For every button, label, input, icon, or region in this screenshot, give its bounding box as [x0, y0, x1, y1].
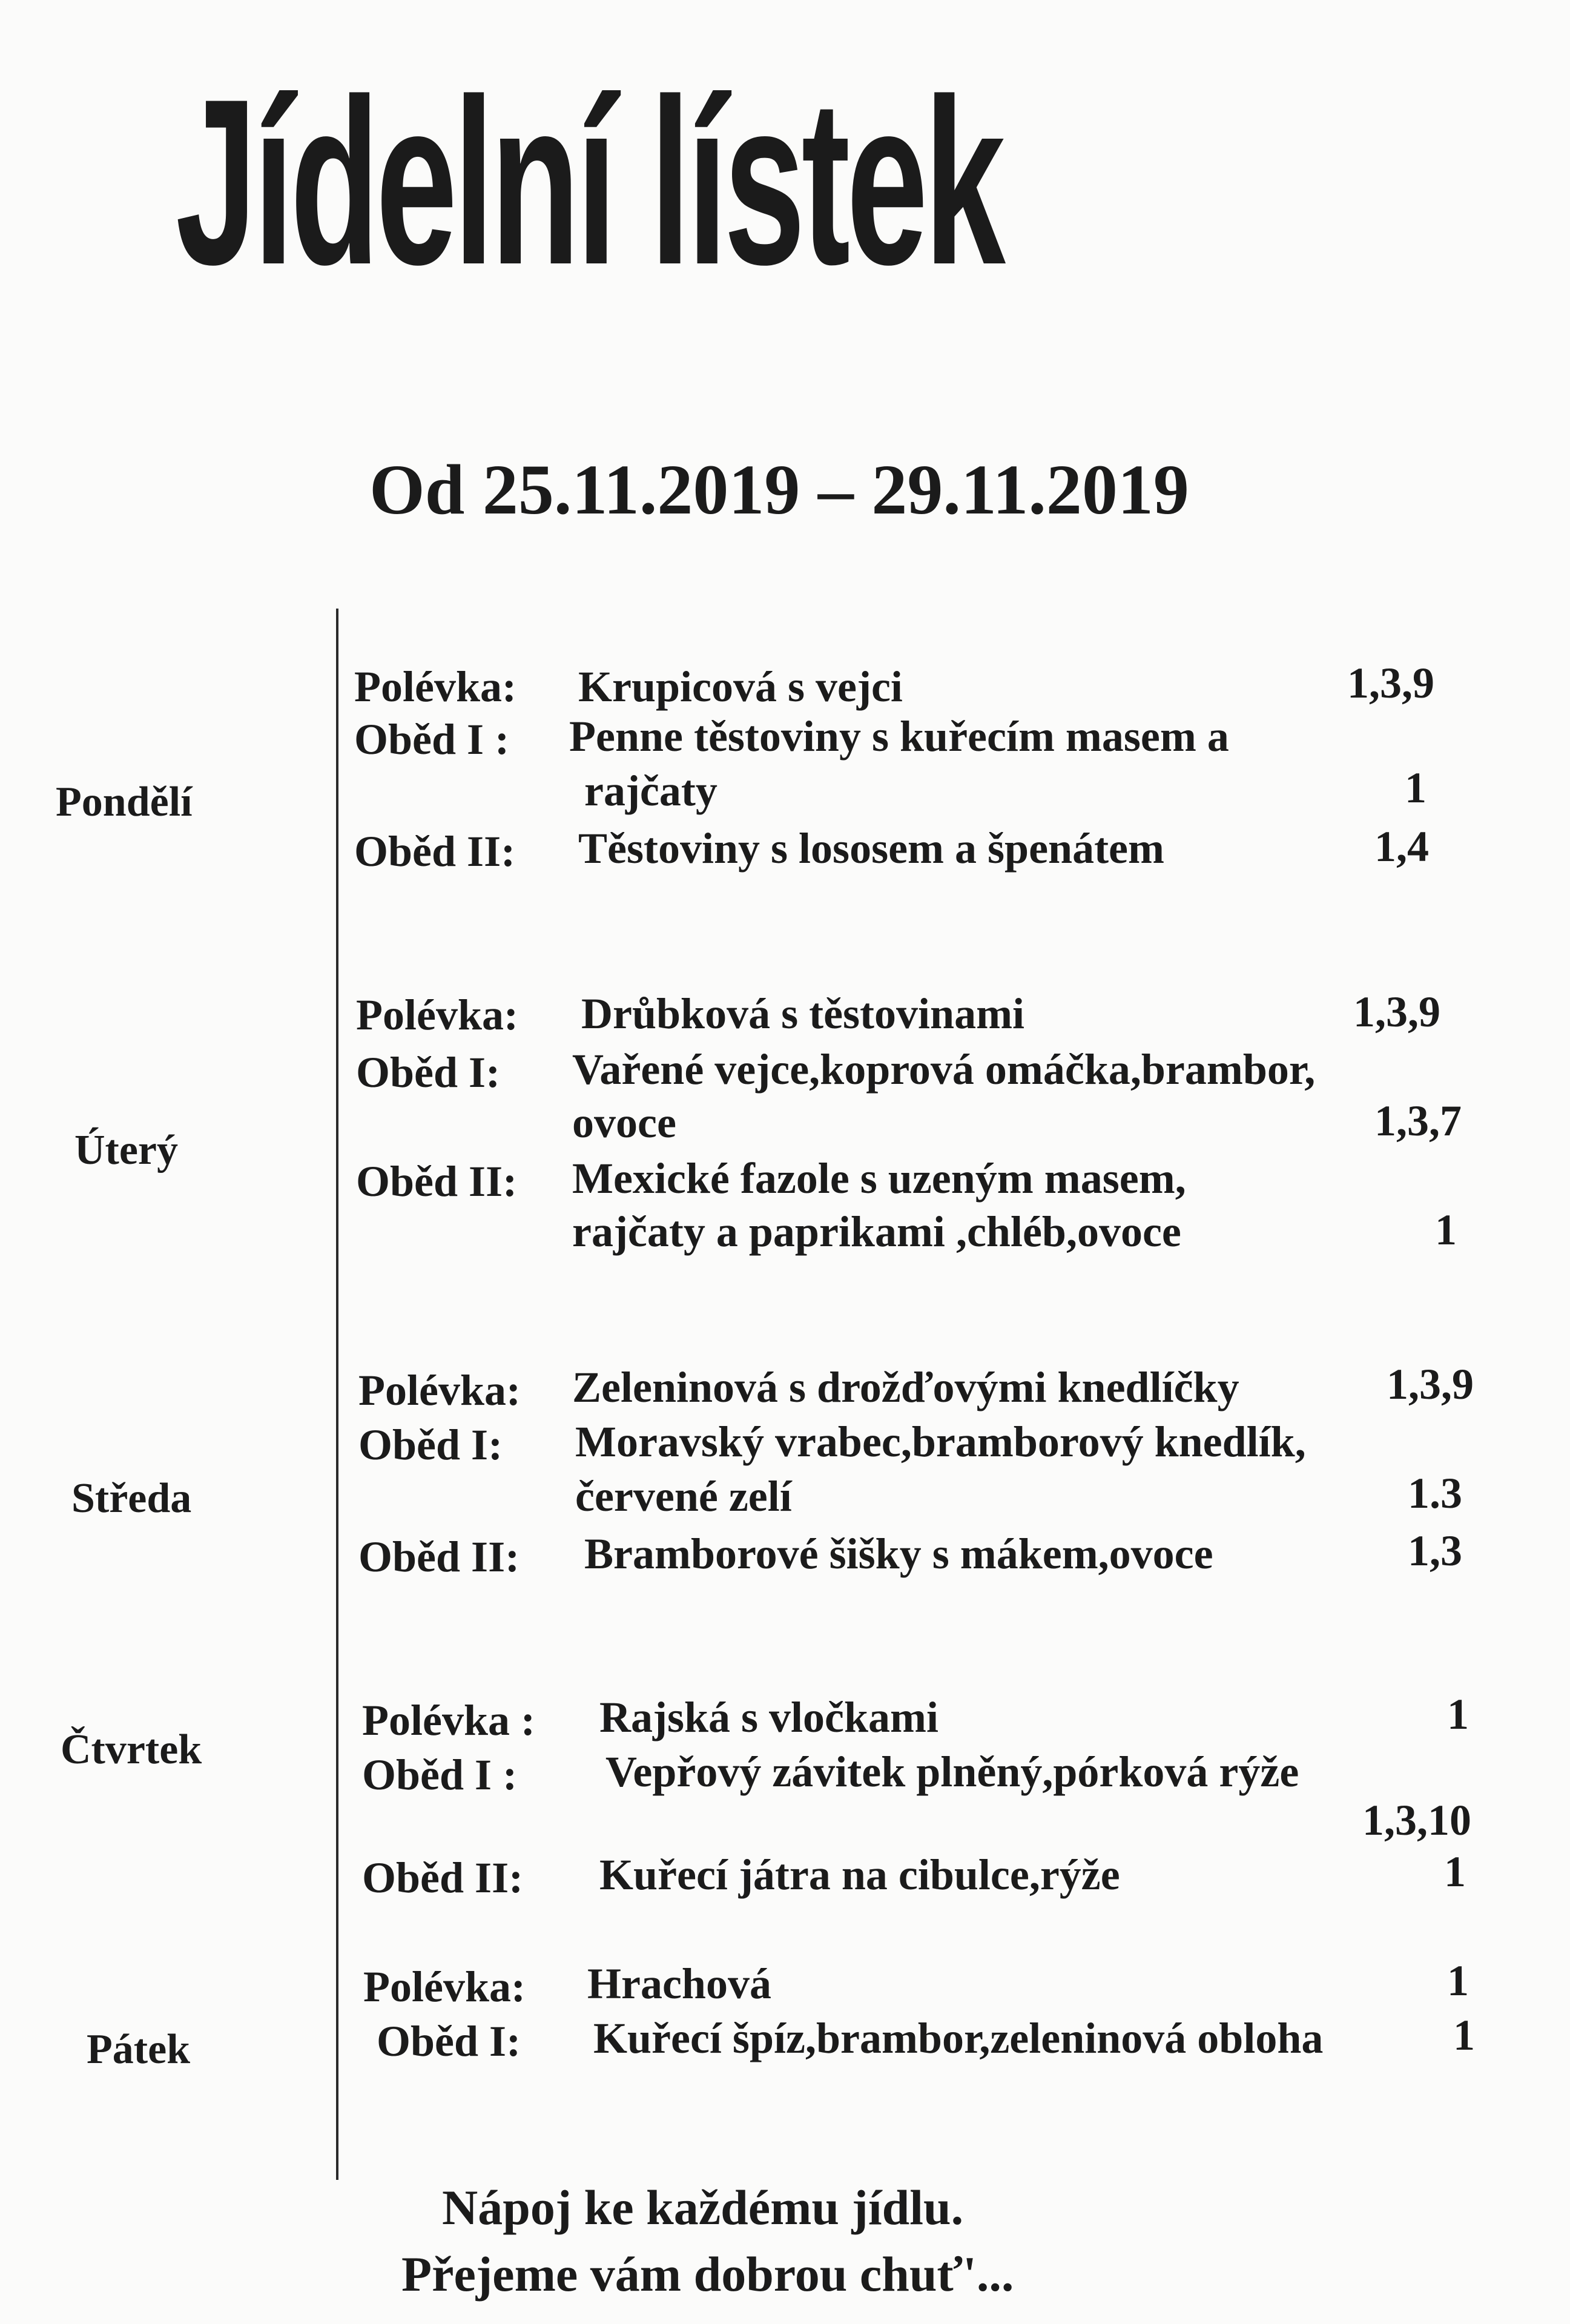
friday-lunch1-allergens: 1: [1453, 2011, 1475, 2059]
date-range: Od 25.11.2019 – 29.11.2019: [369, 450, 1189, 529]
wednesday-lunch1-allergens: 1.3: [1408, 1469, 1462, 1517]
tuesday-soup-label: Polévka:: [356, 991, 518, 1039]
monday-soup-dish: Krupicová s vejci: [578, 662, 903, 711]
day-name-monday: Pondělí: [56, 779, 193, 825]
thursday-lunch1-label: Oběd I :: [362, 1751, 518, 1799]
monday-lunch2-dish: Těstoviny s lososem a špenátem: [578, 824, 1164, 873]
thursday-lunch2-dish: Kuřecí játra na cibulce,rýže: [599, 1850, 1120, 1899]
tuesday-soup-allergens: 1,3,9: [1353, 988, 1440, 1036]
monday-lunch1-dish-cont: rajčaty: [584, 767, 717, 815]
tuesday-soup-dish: Drůbková s těstovinami: [581, 989, 1025, 1038]
friday-soup-label: Polévka:: [363, 1963, 526, 2011]
thursday-soup-label: Polévka :: [362, 1696, 535, 1745]
monday-lunch1-label: Oběd I :: [354, 715, 510, 764]
tuesday-lunch2-dish: Mexické fazole s uzeným masem,: [572, 1154, 1186, 1203]
monday-lunch2-allergens: 1,4: [1374, 822, 1429, 871]
tuesday-lunch2-dish-cont: rajčaty a paprikami ,chléb,ovoce: [572, 1207, 1181, 1256]
thursday-lunch2-label: Oběd II:: [362, 1854, 524, 1902]
footer-greeting: Přejeme vám dobrou chuť'...: [401, 2246, 1014, 2302]
monday-lunch2-label: Oběd II:: [354, 827, 516, 876]
tuesday-lunch2-label: Oběd II:: [356, 1157, 518, 1206]
wednesday-soup-label: Polévka:: [358, 1366, 521, 1415]
friday-soup-dish: Hrachová: [587, 1959, 771, 2008]
wednesday-lunch2-dish: Bramborové šišky s mákem,ovoce: [584, 1530, 1213, 1578]
wednesday-lunch2-label: Oběd II:: [358, 1533, 520, 1581]
thursday-soup-dish: Rajská s vločkami: [599, 1693, 939, 1741]
friday-lunch1-dish: Kuřecí špíz,brambor,zeleninová obloha: [593, 2014, 1324, 2062]
day-name-wednesday: Středa: [71, 1475, 192, 1522]
tuesday-lunch1-dish-cont: ovoce: [572, 1098, 676, 1147]
wednesday-lunch1-label: Oběd I:: [358, 1421, 503, 1469]
wednesday-lunch1-dish: Moravský vrabec,bramborový knedlík,: [575, 1418, 1306, 1466]
menu-title: Jídelní lístek: [176, 50, 1002, 314]
wednesday-lunch2-allergens: 1,3: [1408, 1527, 1462, 1575]
friday-lunch1-label: Oběd I:: [377, 2017, 521, 2065]
thursday-lunch2-allergens: 1: [1444, 1847, 1466, 1896]
wednesday-soup-allergens: 1,3,9: [1387, 1360, 1474, 1408]
footer-drink-note: Nápoj ke každému jídlu.: [442, 2180, 964, 2235]
day-name-tuesday: Úterý: [74, 1127, 179, 1174]
tuesday-lunch1-allergens: 1,3,7: [1374, 1097, 1462, 1145]
thursday-lunch1-dish: Vepřový závitek plněný,pórková rýže: [605, 1748, 1299, 1796]
friday-soup-allergens: 1: [1447, 1956, 1469, 2005]
monday-lunch1-dish: Penne těstoviny s kuřecím masem a: [569, 712, 1229, 761]
day-name-friday: Pátek: [87, 2026, 191, 2073]
thursday-lunch1-allergens: 1,3,10: [1362, 1796, 1471, 1844]
vertical-divider: [336, 609, 338, 2180]
wednesday-lunch1-dish-cont: červené zelí: [575, 1472, 792, 1520]
thursday-soup-allergens: 1: [1447, 1690, 1469, 1738]
tuesday-lunch2-allergens: 1: [1435, 1206, 1457, 1254]
day-name-thursday: Čtvrtek: [61, 1726, 202, 1773]
monday-lunch1-allergens: 1: [1405, 764, 1427, 812]
monday-soup-allergens: 1,3,9: [1347, 659, 1434, 707]
tuesday-lunch1-dish: Vařené vejce,koprová omáčka,brambor,: [572, 1045, 1316, 1094]
tuesday-lunch1-label: Oběd I:: [356, 1048, 501, 1097]
wednesday-soup-dish: Zeleninová s drožďovými knedlíčky: [572, 1363, 1239, 1411]
monday-soup-label: Polévka:: [354, 662, 516, 711]
